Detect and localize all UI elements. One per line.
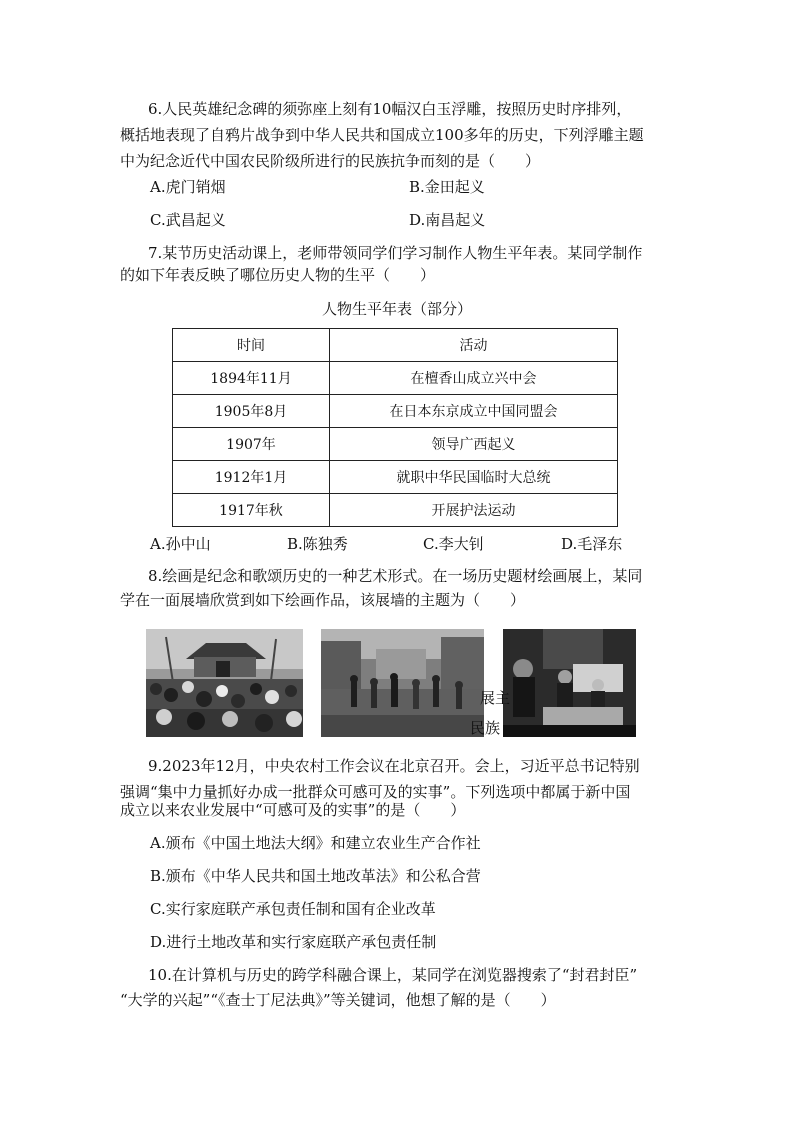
q9-option-c: C.实行家庭联产承包责任制和国有企业改革	[150, 900, 436, 918]
table-row	[173, 461, 618, 494]
cell-activity: 就职中华民国临时大总统	[330, 461, 618, 494]
header-time: 时间	[173, 329, 330, 362]
cell-activity: 领导广西起义	[330, 428, 618, 461]
q7-option-a: A.孙中山	[150, 535, 211, 553]
q6-option-d: D.南昌起义	[409, 211, 486, 229]
q9-option-d: D.进行土地改革和实行家庭联产承包责任制	[150, 933, 437, 951]
header-activity: 活动	[330, 329, 618, 362]
painting-1-image	[146, 629, 303, 737]
q9-stem-line-2: 强调“集中力量抓好办成一批群众可感可及的实事”。下列选项中都属于新中国	[120, 783, 631, 801]
q8-stem-line-1: 8.绘画是纪念和歌颂历史的一种艺术形式。在一场历史题材绘画展上，某同	[148, 567, 643, 585]
cell-time: 1894年11月	[173, 362, 330, 395]
cell-activity: 开展护法运动	[330, 494, 618, 527]
obscured-fragment-2: 民族	[470, 719, 501, 737]
q7-option-b: B.陈独秀	[287, 535, 348, 553]
q6-option-c: C.武昌起义	[150, 211, 226, 229]
q9-option-b: B.颁布《中华人民共和国土地改革法》和公私合营	[150, 867, 481, 885]
table-row	[173, 428, 618, 461]
cell-activity: 在檀香山成立兴中会	[330, 362, 618, 395]
painting-1-graphic	[146, 629, 303, 737]
q10-stem-line-2: “大学的兴起”“《查士丁尼法典》”等关键词，他想了解的是（ ）	[120, 991, 556, 1009]
table-header-row	[173, 329, 618, 362]
q6-option-a: A.虎门销烟	[150, 178, 226, 196]
q7-stem-line-2: 的如下年表反映了哪位历史人物的生平（ ）	[120, 266, 436, 284]
obscured-fragment-1: 展主	[480, 689, 511, 707]
table-row	[173, 494, 618, 527]
q9-stem-line-1: 9.2023年12月，中央农村工作会议在北京召开。会上，习近平总书记特别	[148, 757, 640, 775]
painting-3-image	[503, 629, 636, 737]
q6-option-b: B.金田起义	[409, 178, 485, 196]
q10-stem-line-1: 10.在计算机与历史的跨学科融合课上，某同学在浏览器搜索了“封君封臣”	[148, 966, 638, 984]
q6-stem-line-1: 6.人民英雄纪念碑的须弥座上刻有10幅汉白玉浮雕，按照历史时序排列，	[148, 100, 632, 118]
biography-table	[172, 328, 618, 527]
table-row	[173, 395, 618, 428]
table-row	[173, 362, 618, 395]
q7-option-c: C.李大钊	[423, 535, 484, 553]
cell-activity: 在日本东京成立中国同盟会	[330, 395, 618, 428]
q7-stem-line-1: 7.某节历史活动课上，老师带领同学们学习制作人物生平年表。某同学制作	[148, 244, 643, 262]
cell-time: 1905年8月	[173, 395, 330, 428]
q9-option-a: A.颁布《中国土地法大纲》和建立农业生产合作社	[150, 834, 481, 852]
cell-time: 1907年	[173, 428, 330, 461]
table-caption: 人物生平年表（部分）	[321, 300, 472, 318]
q6-stem-line-2: 概括地表现了自鸦片战争到中华人民共和国成立100多年的历史，下列浮雕主题	[120, 126, 644, 144]
q8-stem-line-2: 学在一面展墙欣赏到如下绘画作品，该展墙的主题为（ ）	[120, 591, 526, 609]
painting-2-image	[321, 629, 484, 737]
q6-stem-line-3: 中为纪念近代中国农民阶级所进行的民族抗争而刻的是（ ）	[120, 152, 541, 170]
cell-time: 1912年1月	[173, 461, 330, 494]
q9-stem-line-3: 成立以来农业发展中“可感可及的实事”的是（ ）	[120, 801, 466, 819]
painting-3-graphic	[503, 629, 636, 737]
cell-time: 1917年秋	[173, 494, 330, 527]
q7-option-d: D.毛泽东	[561, 535, 623, 553]
painting-2-graphic	[321, 629, 484, 737]
